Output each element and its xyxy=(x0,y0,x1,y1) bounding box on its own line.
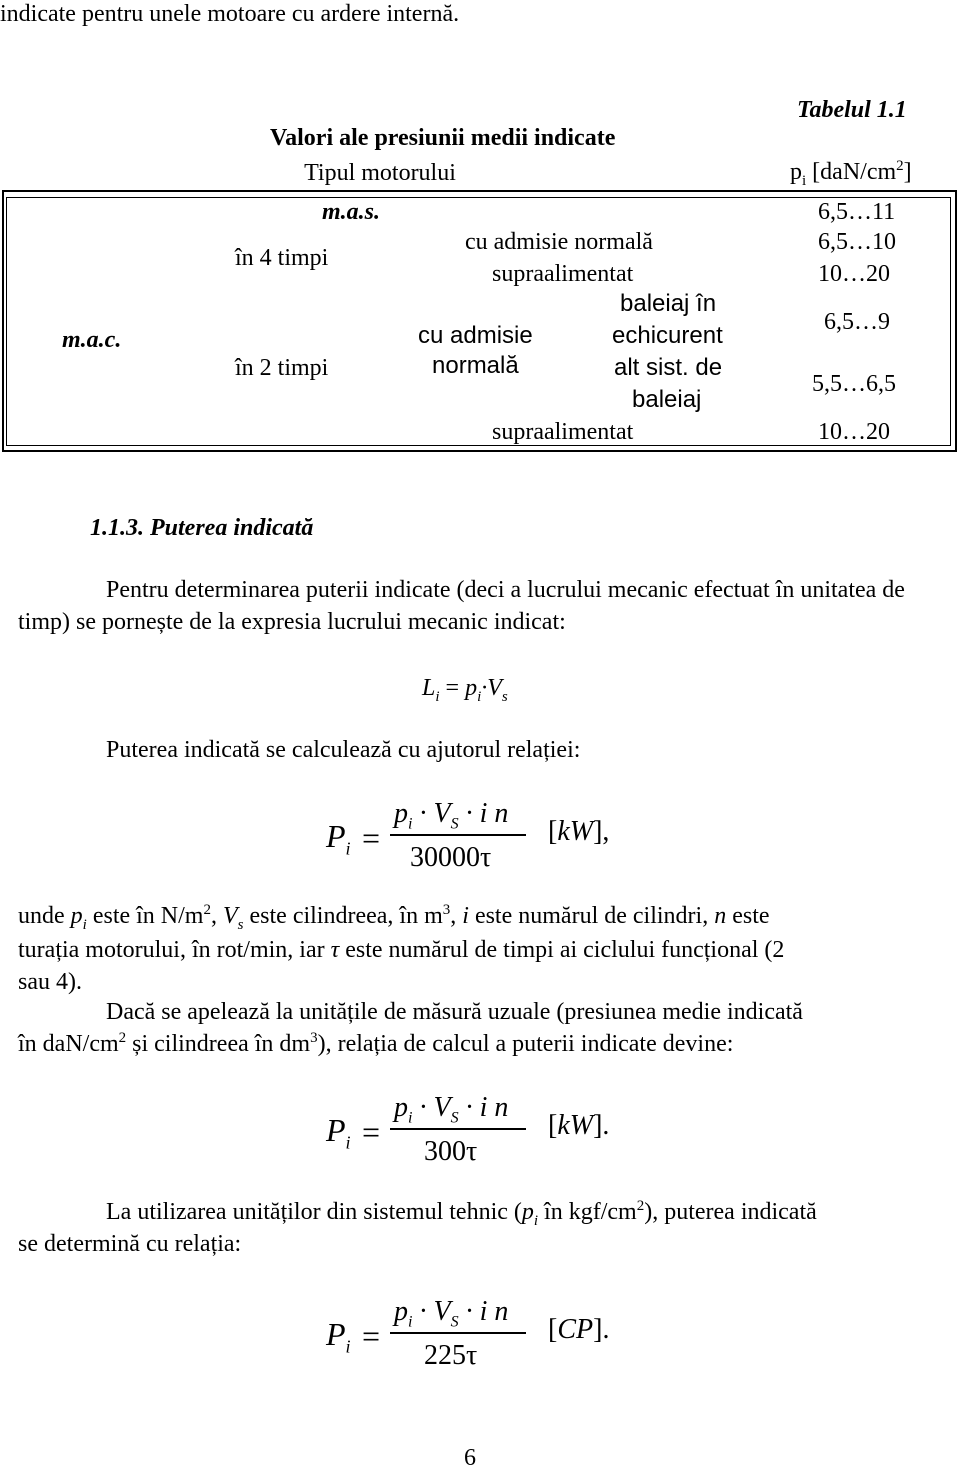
table-label: Tabelul 1.1 xyxy=(797,97,907,123)
row-normal-admission-value: 6,5…10 xyxy=(818,229,896,255)
paragraph-intro: Pentru determinarea puterii indicate (deci a lucrului mecanic efectuat în unitatea de timp) se pornește de la expresia lucrului mecanic indicat: xyxy=(18,577,905,635)
paragraph-definitions-line3: sau 4). xyxy=(18,969,82,995)
mas-label: m.a.s. xyxy=(322,199,381,225)
normal-admission-line1: cu admisie xyxy=(418,322,533,349)
mac-label: m.a.c. xyxy=(62,327,122,353)
header-line: indicate pentru unele motoare cu ardere internă. xyxy=(0,1,460,27)
paragraph-usual-units-line1: Dacă se apelează la unitățile de măsură uzuale (presiunea medie indicată xyxy=(106,999,803,1025)
loop-scavenging-line2: echicurent xyxy=(612,322,723,349)
row-supercharged-2stroke: supraalimentat xyxy=(492,419,634,445)
row-supercharged: supraalimentat xyxy=(492,261,634,287)
four-stroke-label: în 4 timpi xyxy=(235,245,329,271)
paragraph-power: Puterea indicată se calculează cu ajutorul relației: xyxy=(106,737,581,763)
row-normal-admission: cu admisie normală xyxy=(465,229,653,255)
loop-scavenging-value: 6,5…9 xyxy=(824,309,890,335)
section-heading: 1.1.3. Puterea indicată xyxy=(90,515,314,541)
other-scavenging-line1: alt sist. de xyxy=(614,354,723,381)
paragraph-definitions-line2: turația motorului, în rot/min, iar τ este numărul de timpi ai ciclului funcțional (2 xyxy=(18,937,785,963)
paragraph-usual-units-line2: în daN/$cm^2$ și cilindreea în $dm^3$), relația de calcul a puterii indicate devine: xyxy=(18,1030,734,1057)
mas-value: 6,5…11 xyxy=(818,199,896,225)
paragraph-technical-units-line2: se determină cu relația: xyxy=(18,1231,242,1257)
other-scavenging-line2: baleiaj xyxy=(632,386,702,413)
table-title: Valori ale presiunii medii indicate xyxy=(270,125,616,151)
row-supercharged-2stroke-value: 10…20 xyxy=(818,419,890,445)
other-scavenging-value: 5,5…6,5 xyxy=(812,371,896,397)
page-number: 6 xyxy=(464,1445,476,1471)
col-header-type: Tipul motorului xyxy=(304,160,456,186)
paragraph-technical-units-line1: La utilizarea unităților din sistemul tehnic ($p_i$ în kgf/$cm^2$), puterea indicată xyxy=(106,1198,817,1229)
normal-admission-line2: normală xyxy=(432,352,519,379)
equation-work: $L_i = p_i\cdot V_s$ xyxy=(422,675,508,705)
paragraph-definitions-line1: unde $p_i$ este în $N/m^2$, $V_s$ este cilindreea, în $m^3$, i este numărul de cilindri, n este xyxy=(18,902,770,933)
two-stroke-label: în 2 timpi xyxy=(235,355,329,381)
loop-scavenging-line1: baleiaj în xyxy=(620,290,717,317)
row-supercharged-value: 10…20 xyxy=(818,261,890,287)
col-header-value: $p_i$ $[daN/cm^2]$ xyxy=(790,158,912,189)
